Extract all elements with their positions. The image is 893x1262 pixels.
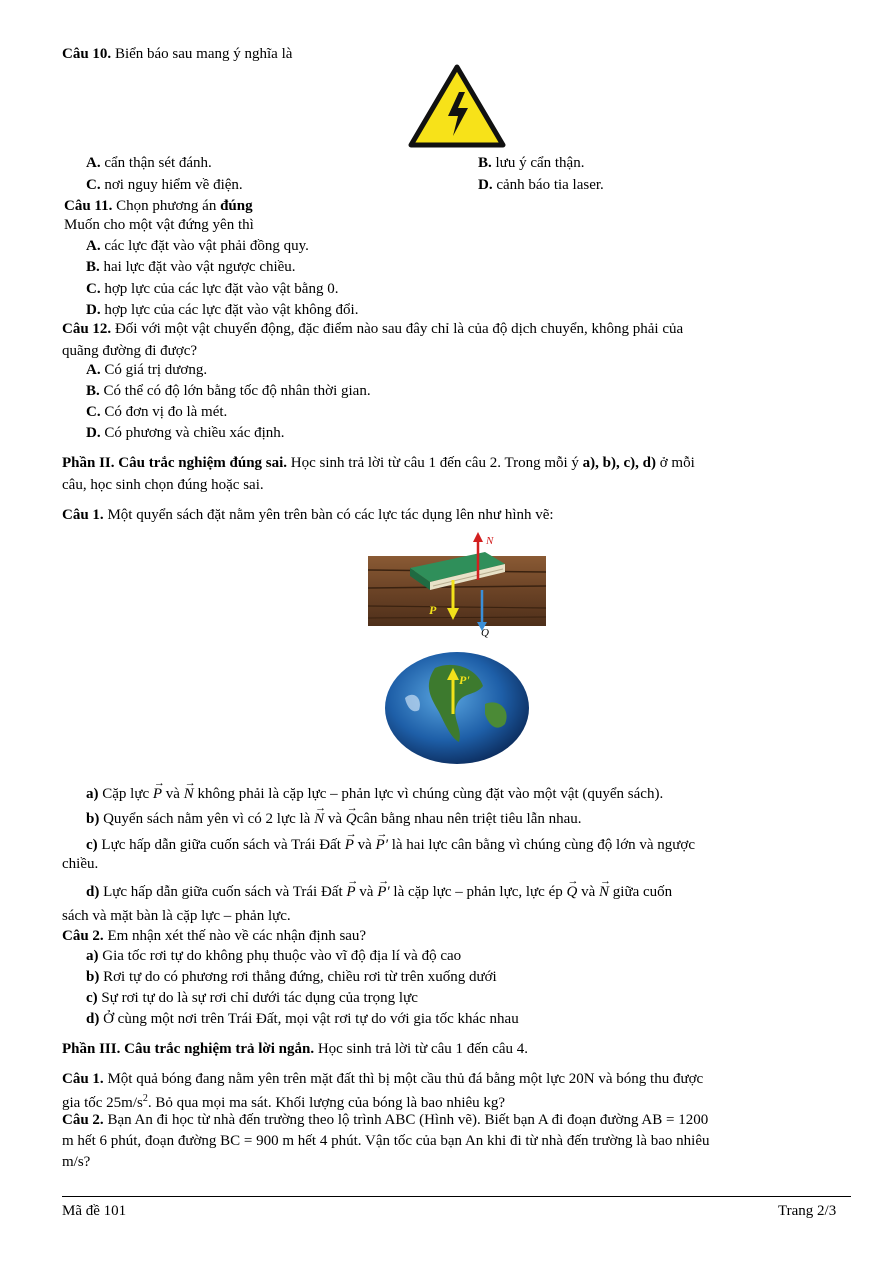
vector-N: → N (599, 883, 609, 901)
q10-option-b: B. lưu ý cẩn thận. (478, 155, 585, 171)
p2q2-item-a: a) Gia tốc rơi tự do không phụ thuộc vào vĩ độ địa lí và độ cao (86, 948, 462, 964)
q11-question: Câu 11. Chọn phương án đúng (64, 198, 253, 214)
vector-Q: → Q (567, 883, 578, 901)
p2q1-item-c: c) Lực hấp dẫn giữa cuốn sách và Trái Đất → P và → P′ là hai lực cân bằng vì chúng cùng độ lớn và ngược (86, 836, 695, 854)
q11-stem: Muốn cho một vật đứng yên thì (64, 217, 254, 233)
q10-label: Câu 10. (62, 46, 112, 62)
q10-question (62, 45, 292, 63)
p3q1-line1: Câu 1. Một quả bóng đang nằm yên trên mặt đất thì bị một cầu thủ đá bằng một lực 20N và bóng thu được (62, 1071, 704, 1087)
q11-option-b: B. hai lực đặt vào vật ngược chiều. (86, 259, 296, 275)
label-P: P (429, 603, 437, 617)
vector-P-prime: → P′ (377, 883, 389, 901)
q12-question-line2: quãng đường đi được? (62, 343, 198, 359)
p2q1-item-d-cont: sách và mặt bàn là cặp lực – phản lực. (62, 908, 291, 924)
electric-hazard-sign-icon (408, 64, 506, 148)
part2-heading: Phần II. Câu trắc nghiệm đúng sai. Học sinh trả lời từ câu 1 đến câu 2. Trong mỗi ý a), b), c), d) ở mỗi (62, 455, 695, 471)
vector-Q: → Q (346, 810, 357, 828)
q12-question-line1: Câu 12. Đối với một vật chuyển động, đặc điểm nào sau đây chỉ là của độ dịch chuyển, không phải của (62, 321, 684, 337)
p3q2-line3: m/s? (62, 1154, 91, 1170)
part2-heading-line2: câu, học sinh chọn đúng hoặc sai. (62, 477, 264, 493)
footer-page-number: Trang 2/3 (778, 1203, 837, 1219)
earth-globe (385, 652, 529, 764)
q12-option-a: A. Có giá trị dương. (86, 362, 208, 378)
p3q2-line1: Câu 2. Bạn An đi học từ nhà đến trường theo lộ trình ABC (Hình vẽ). Biết bạn A đi đoạn đường AB = 1200 (62, 1112, 709, 1128)
q12-option-c: C. Có đơn vị đo là mét. (86, 404, 228, 420)
q11-option-c: C. hợp lực của các lực đặt vào vật bằng 0. (86, 281, 339, 297)
label-N: N (486, 535, 494, 547)
p2q1-item-a: a) Cặp lực → P và → N không phải là cặp lực – phản lực vì chúng cùng đặt vào một vật (quyển sách). (86, 785, 663, 803)
q10-text: Biển báo sau mang ý nghĩa là (114, 46, 293, 62)
p3q1-line2: gia tốc $25m/s^2$. Bỏ qua mọi ma sát. Khối lượng của bóng là bao nhiêu kg? (62, 1093, 506, 1111)
q10-option-d: D. cảnh báo tia laser. (478, 177, 604, 193)
p2q2-item-b: b) Rơi tự do có phương rơi thẳng đứng, chiều rơi từ trên xuống dưới (86, 969, 497, 985)
vector-P: → P (345, 836, 354, 854)
vector-N: → N (184, 785, 194, 803)
vector-N: → N (314, 810, 324, 828)
q11-option-d: D. hợp lực của các lực đặt vào vật không đổi. (86, 302, 359, 318)
p2q2-item-c: c) Sự rơi tự do là sự rơi chỉ dưới tác dụng của trọng lực (86, 990, 418, 1006)
book-forces-figure (365, 528, 550, 768)
p2q1-question: Câu 1. Một quyển sách đặt nằm yên trên bàn có các lực tác dụng lên như hình vẽ: (62, 507, 554, 523)
q12-option-b: B. Có thể có độ lớn bằng tốc độ nhân thời gian. (86, 383, 371, 399)
vector-P-prime: → P′ (376, 836, 388, 854)
vector-P: → P (346, 883, 355, 901)
q12-option-d: D. Có phương và chiều xác định. (86, 425, 285, 441)
p2q1-item-d: d) Lực hấp dẫn giữa cuốn sách và Trái Đất → P và → P′ là cặp lực – phản lực, lực ép → Q và → N giữa cuốn (86, 883, 672, 901)
p2q1-item-c-cont: chiều. (62, 856, 99, 872)
part3-heading: Phần III. Câu trắc nghiệm trả lời ngắn. Học sinh trả lời từ câu 1 đến câu 4. (62, 1041, 528, 1057)
label-P-prime: P' (459, 673, 470, 687)
q10-option-c: C. nơi nguy hiểm về điện. (86, 177, 243, 193)
p2q2-question: Câu 2. Em nhận xét thế nào về các nhận định sau? (62, 928, 367, 944)
q10-option-a: A. cẩn thận sét đánh. (86, 155, 212, 171)
p2q2-item-d: d) Ở cùng một nơi trên Trái Đất, mọi vật rơi tự do với gia tốc khác nhau (86, 1011, 519, 1027)
footer-exam-code: Mã đề 101 (62, 1203, 127, 1219)
q11-option-a: A. các lực đặt vào vật phải đồng quy. (86, 238, 309, 254)
label-Q: Q (481, 627, 489, 639)
p2q1-item-b: b) Quyển sách nằm yên vì có 2 lực là → N và → Qcân bằng nhau nên triệt tiêu lẫn nhau. (86, 810, 582, 828)
vector-P: → P (153, 785, 162, 803)
p3q2-line2: m hết 6 phút, đoạn đường BC = 900 m hết 4 phút. Vận tốc của bạn An khi đi từ nhà đến trường là bao nhiêu (62, 1133, 710, 1149)
footer-rule (62, 1196, 851, 1197)
